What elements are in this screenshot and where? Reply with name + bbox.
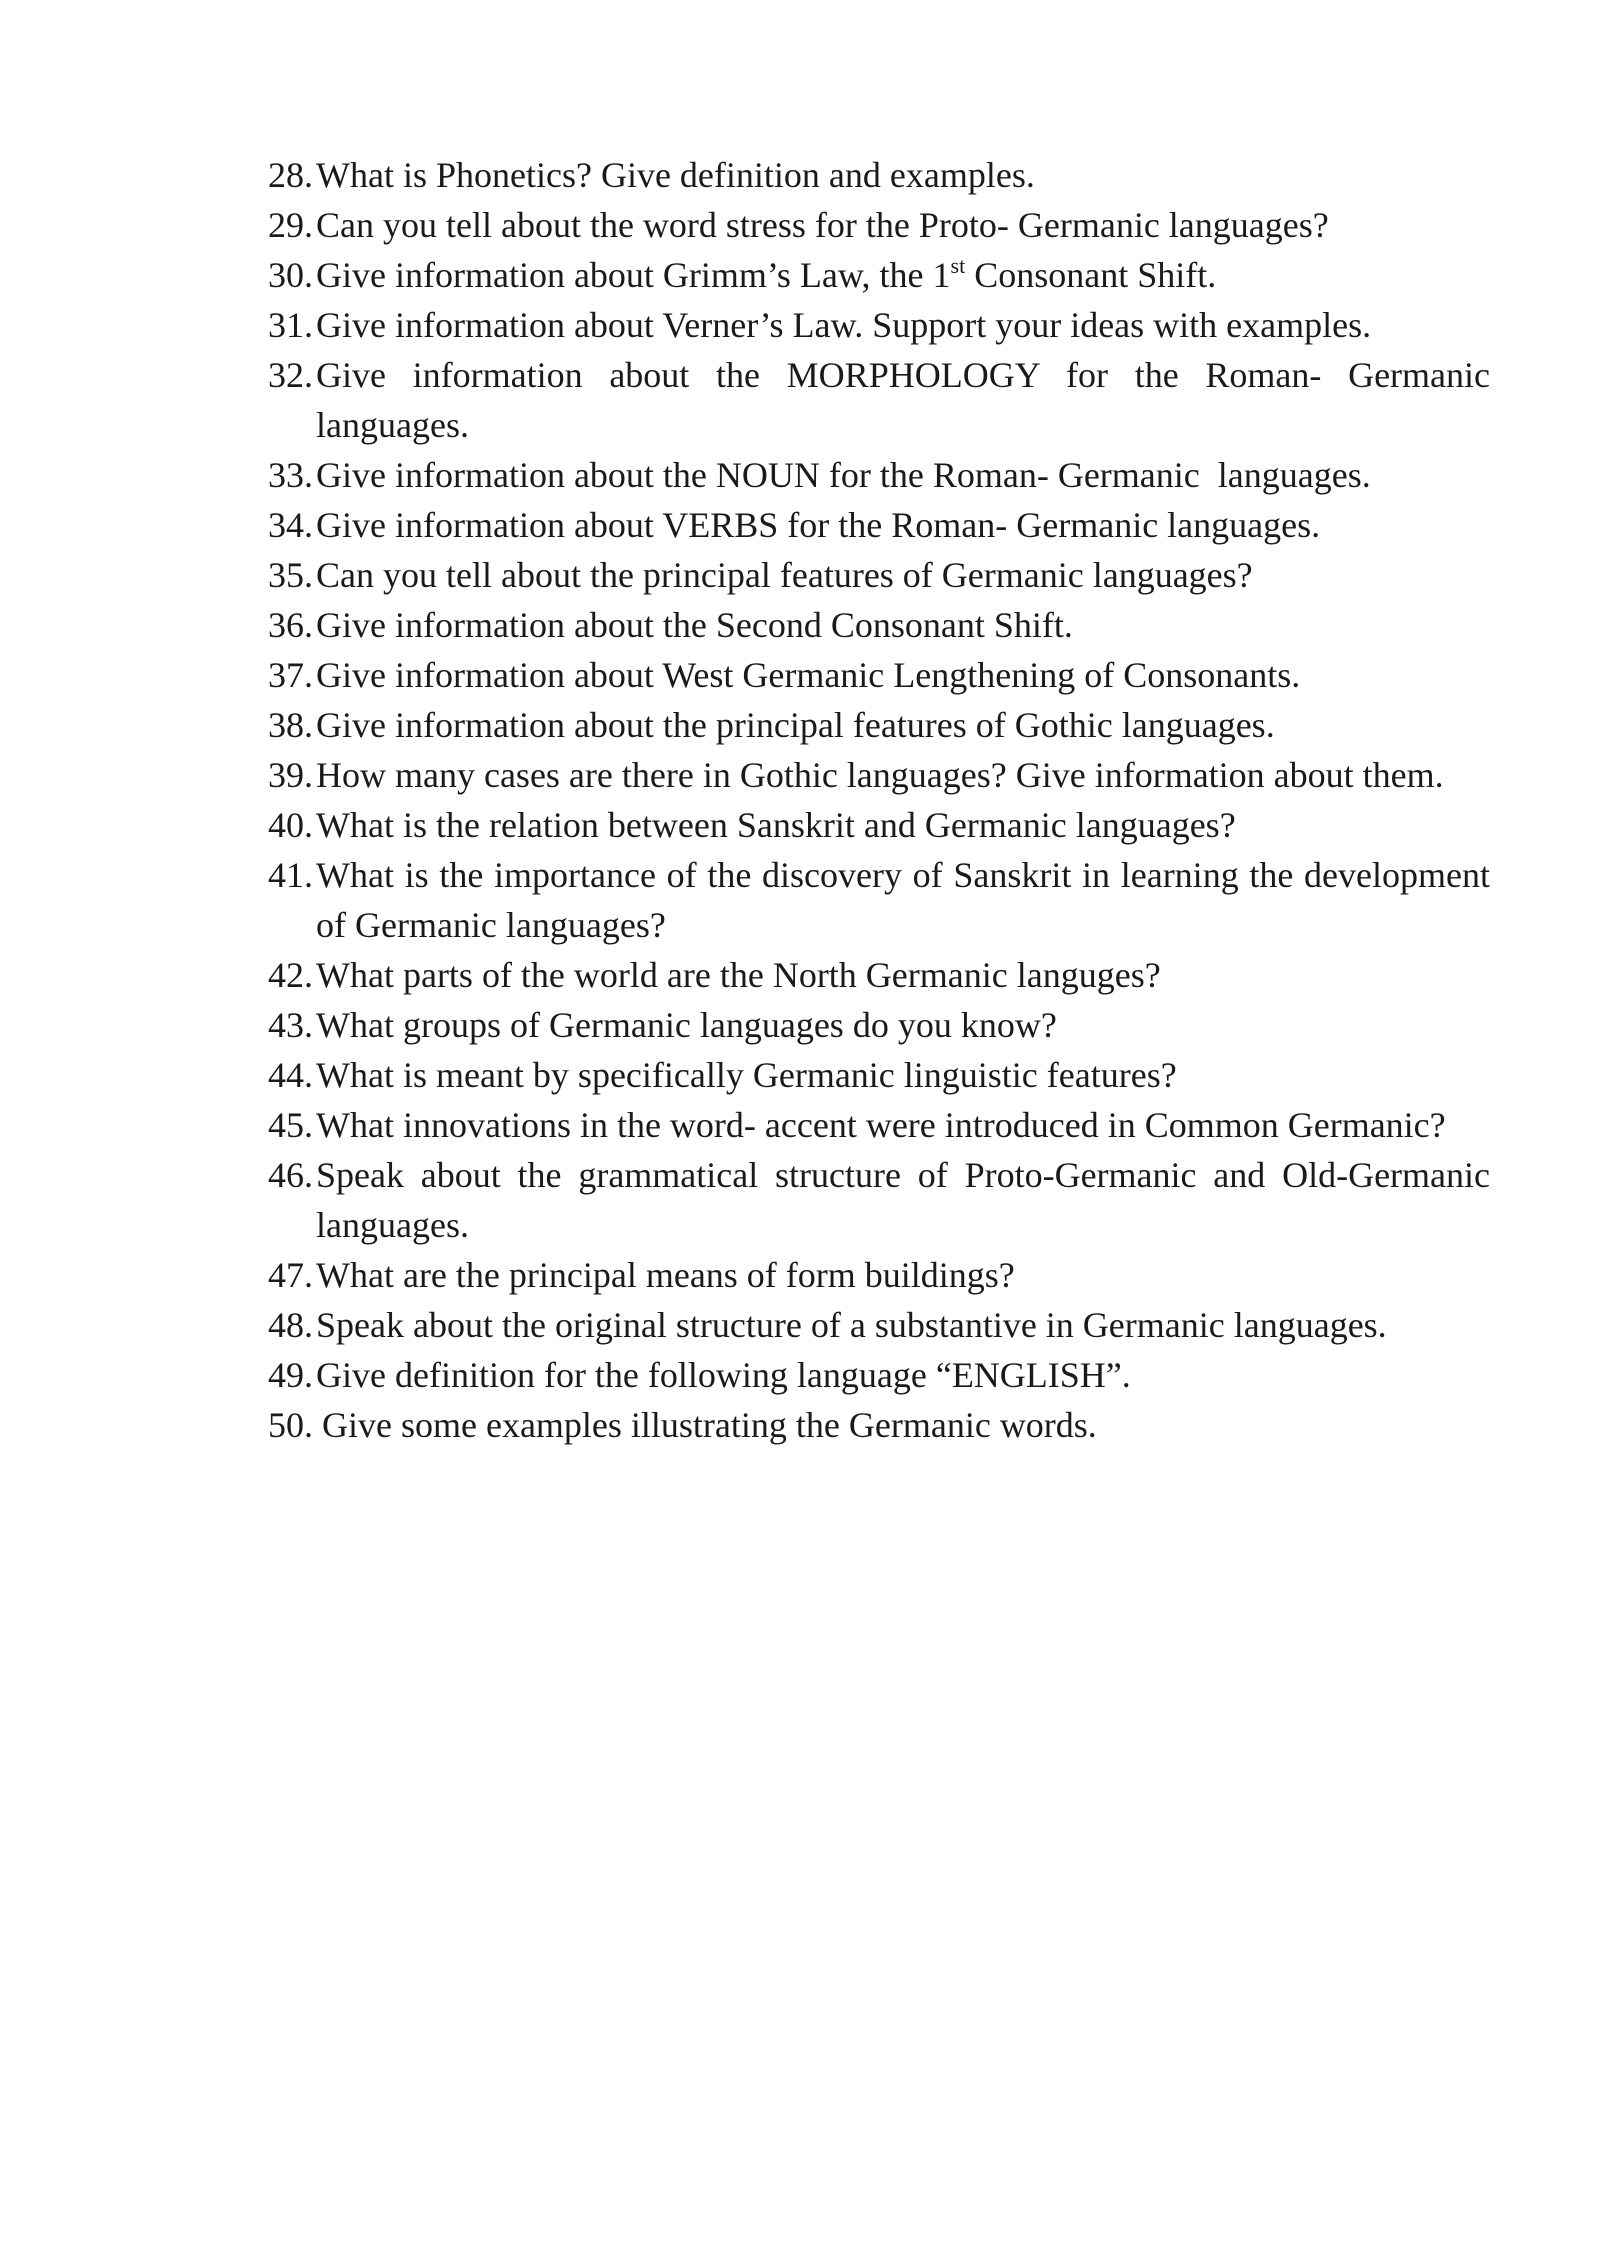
question-item (268, 150, 1490, 200)
question-item (268, 650, 1490, 700)
question-item (268, 800, 1490, 850)
question-number: 30. (268, 255, 313, 295)
question-number: 38. (268, 705, 313, 745)
question-number: 42. (268, 955, 313, 995)
question-number: 41. (268, 855, 313, 895)
question-text: Give information about the principal features of Gothic languages. (316, 705, 1275, 745)
question-text: What groups of Germanic languages do you know? (316, 1005, 1057, 1045)
question-text: Can you tell about the principal features of Germanic languages? (316, 555, 1253, 595)
question-item (268, 300, 1490, 350)
question-text: Can you tell about the word stress for the Proto- Germanic languages? (316, 205, 1329, 245)
question-text: Speak about the grammatical structure of Proto-Germanic and Old-Germanic languages. (316, 1155, 1490, 1245)
question-text: Give information about West Germanic Lengthening of Consonants. (316, 655, 1301, 695)
question-item (268, 250, 1490, 300)
question-number: 36. (268, 605, 313, 645)
question-number: 39. (268, 755, 313, 795)
question-item (268, 550, 1490, 600)
question-item (268, 1100, 1490, 1150)
question-item (268, 1150, 1490, 1250)
question-text: Give information about Verner’s Law. Support your ideas with examples. (316, 305, 1372, 345)
question-item (268, 200, 1490, 250)
question-number: 35. (268, 555, 313, 595)
question-item (268, 450, 1490, 500)
question-item (268, 1350, 1490, 1400)
question-text: What are the principal means of form buildings? (316, 1255, 1015, 1295)
question-text: How many cases are there in Gothic languages? Give information about them. (316, 755, 1444, 795)
question-number: 31. (268, 305, 313, 345)
question-item (268, 1400, 1490, 1450)
question-text: What innovations in the word- accent were introduced in Common Germanic? (316, 1105, 1446, 1145)
question-list (268, 150, 1490, 1450)
question-item (268, 950, 1490, 1000)
question-number: 37. (268, 655, 313, 695)
question-number: 34. (268, 505, 313, 545)
question-text: Give information about the NOUN for the Roman- Germanic languages. (316, 455, 1371, 495)
question-item (268, 1250, 1490, 1300)
question-item (268, 1000, 1490, 1050)
question-text: Give definition for the following language “ENGLISH”. (316, 1355, 1131, 1395)
question-number: 28. (268, 155, 313, 195)
question-text: What is Phonetics? Give definition and examples. (316, 155, 1035, 195)
question-item (268, 500, 1490, 550)
question-number: 47. (268, 1255, 313, 1295)
question-number: 29. (268, 205, 313, 245)
question-number: 32. (268, 355, 313, 395)
question-text: Give information about VERBS for the Roman- Germanic languages. (316, 505, 1321, 545)
question-text: Give some examples illustrating the Germanic words. (322, 1405, 1097, 1445)
question-text-continued: Consonant Shift. (965, 255, 1217, 295)
question-item (268, 1300, 1490, 1350)
question-text: What is the relation between Sanskrit and Germanic languages? (316, 805, 1236, 845)
question-number: 40. (268, 805, 313, 845)
question-text: Speak about the original structure of a substantive in Germanic languages. (316, 1305, 1387, 1345)
question-item (268, 350, 1490, 450)
question-text: Give information about the MORPHOLOGY for the Roman- Germanic languages. (316, 355, 1490, 445)
question-number: 46. (268, 1155, 313, 1195)
question-text: What is meant by specifically Germanic linguistic features? (316, 1055, 1177, 1095)
question-item (268, 600, 1490, 650)
question-item (268, 850, 1490, 950)
question-text: Give information about Grimm’s Law, the 1 (316, 255, 951, 295)
question-number: 50. (268, 1405, 313, 1445)
question-item (268, 700, 1490, 750)
question-number: 45. (268, 1105, 313, 1145)
question-number: 44. (268, 1055, 313, 1095)
superscript-ordinal: st (950, 253, 966, 278)
question-item (268, 750, 1490, 800)
question-text: What parts of the world are the North Germanic languges? (316, 955, 1161, 995)
question-text: Give information about the Second Consonant Shift. (316, 605, 1073, 645)
question-number: 48. (268, 1305, 313, 1345)
question-item (268, 1050, 1490, 1100)
question-number: 33. (268, 455, 313, 495)
question-text: What is the importance of the discovery of Sanskrit in learning the development of Germanic languages? (316, 855, 1490, 945)
question-number: 49. (268, 1355, 313, 1395)
question-number: 43. (268, 1005, 313, 1045)
